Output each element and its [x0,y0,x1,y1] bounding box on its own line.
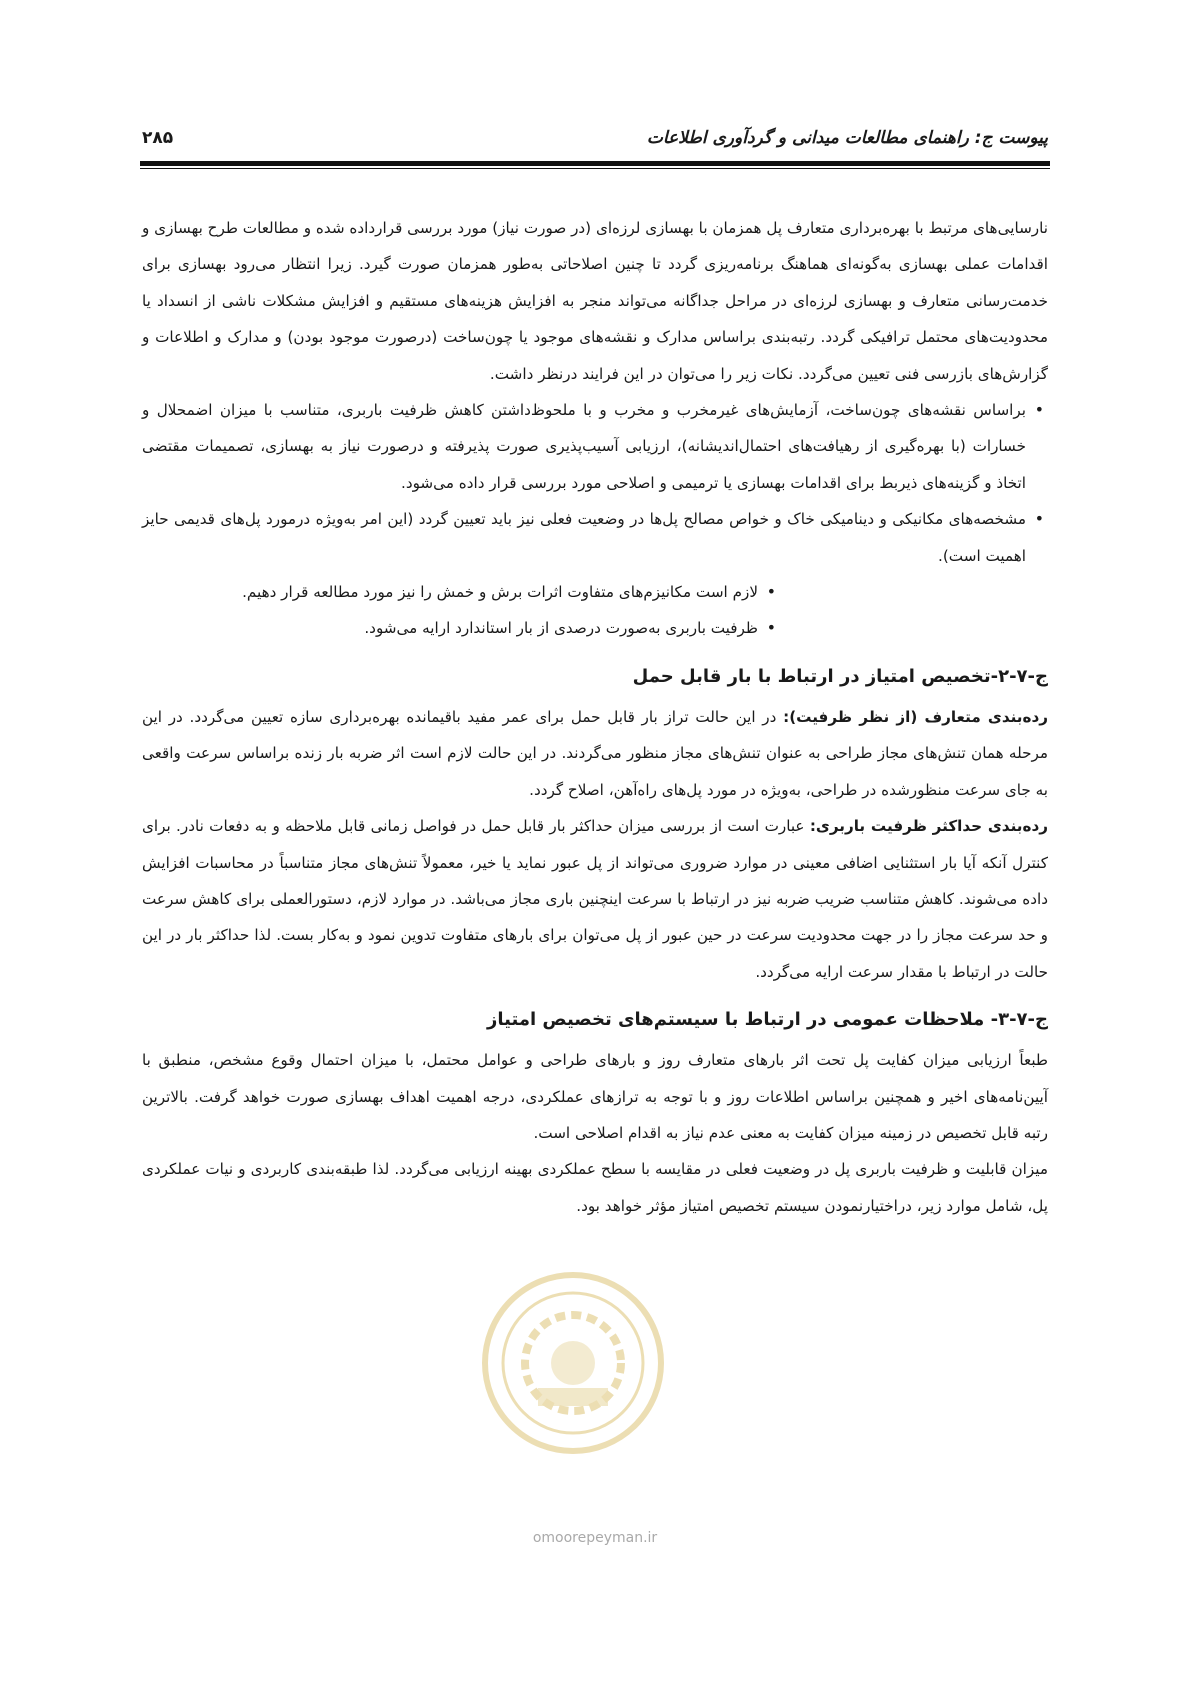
sub-bullet-item: • ظرفیت باربری به‌صورت درصدی از بار استاندارد ارایه می‌شود. [142,610,780,646]
bullet-item: • براساس نقشه‌های چون‌ساخت، آزمایش‌های غیرمخرب و مخرب و با ملحوظ‌داشتن کاهش ظرفیت باربری، متناسب با میزان اضمحلال و خسارات (با بهره‌گیری از رهیافت‌های احتمال‌اندیشانه)، ارزیابی آسیب‌پذیری صورت پذیرفته و درصورت نیاز به بهسازی، تصمیمات مقتضی اتخاذ و گزینه‌های ذیربط برای اقدامات بهسازی یا ترمیمی و اصلاحی مورد بررسی قرار داده می‌شود. [142,392,1048,501]
section-heading: ج-۷-۳- ملاحظات عمومی در ارتباط با سیستم‌های تخصیص امتیاز [487,1009,1048,1031]
paragraph-conventional-rating [142,699,1048,808]
paragraph-text: عبارت است از بررسی میزان حداکثر بار قابل حمل در فواصل زمانی قابل ملاحظه و به دفعات نادر. برای کنترل آنکه آیا بار استثنایی اضافی معینی در موارد ضروری می‌تواند از پل عبور نماید یا خیر، معمولاً تنش‌های مجاز متناسباً در محاسبات افزایش داده می‌شوند. کاهش متناسب ضریب ضربه نیز در ارتباط با سرعت اینچنین باری مجاز می‌باشد. در موارد لازم، دستورالعملی برای کاهش سرعت و حد سرعت مجاز را در جهت محدودیت سرعت در حین عبور از پل می‌توان برای بارهای متفاوت تدوین نمود و به‌کار بست. لذا حداکثر بار در این حالت در ارتباط با مقدار سرعت ارایه می‌گردد. [142,817,1048,981]
running-header-title: پیوست ج: راهنمای مطالعات میدانی و گردآوری اطلاعات [646,128,1048,148]
paragraph-adequacy: طبعاً ارزیابی میزان کفایت پل تحت اثر بارهای متعارف روز و بارهای طراحی و عوامل محتمل، با میزان احتمال وقوع مشخص، منطبق با آیین‌نامه‌های اخیر و همچنین براساس اطلاعات روز و با توجه به ترازهای عملکردی، درجه اهمیت اهداف بهسازی صورت خواهد گرفت. بالاترین رتبه قابل تخصیص در زمینه میزان کفایت به معنی عدم نیاز به اقدام اصلاحی است. [142,1051,1048,1142]
bullet-item: • مشخصه‌های مکانیکی و دینامیکی خاک و خواص مصالح پل‌ها در وضعیت فعلی نیز باید تعیین گردد (این امر به‌ویژه درمورد پل‌های قدیمی حایز اهمیت است). [142,501,1048,574]
header-rule-thin [140,168,1050,169]
sub-bullet-list [142,574,1048,647]
paragraph-lead: رده‌بندی حداکثر ظرفیت باربری: [809,817,1048,836]
paragraph-text: در این حالت تراز بار قابل حمل برای عمر مفید باقیمانده بهره‌برداری سازه تعیین می‌گردد. در این مرحله همان تنش‌های مجاز طراحی به عنوان تنش‌های مجاز منظور می‌گردند. در این حالت لازم است اثر ضربه بار زنده براساس سرعت واقعی به جای سرعت منظورشده در طراحی، به‌ویژه در مورد پل‌های راه‌آهن، اصلاح گردد. [142,707,1048,799]
page-header [142,128,1048,148]
bullet-list [142,392,1048,574]
watermark-site: omoorepeyman.ir [532,1530,658,1546]
watermark-seal-icon [478,1268,668,1458]
section-heading: ج-۷-۲-تخصیص امتیاز در ارتباط با بار قابل حمل [632,665,1048,687]
paragraph-max-capacity-rating [142,808,1048,990]
paragraph-lead: رده‌بندی متعارف (از نظر ظرفیت): [783,707,1048,726]
page-content [142,210,1048,1224]
header-rule-thick [140,161,1050,166]
sub-bullet-item: • لازم است مکانیزم‌های متفاوت اثرات برش و خمش را نیز مورد مطالعه قرار دهیم. [142,574,780,610]
page-number: ۲۸۵ [142,128,174,148]
paragraph-capacity: میزان قابلیت و ظرفیت باربری پل در وضعیت فعلی در مقایسه با سطح عملکردی بهینه ارزیابی می‌گردد. لذا طبقه‌بندی کاربردی و نیات عملکردی پل، شامل موارد زیر، دراختیارنمودن سیستم تخصیص امتیاز مؤثر خواهد بود. [142,1160,1048,1215]
intro-paragraph: نارسایی‌های مرتبط با بهره‌برداری متعارف پل همزمان با بهسازی لرزه‌ای (در صورت نیاز) مورد بررسی قرارداده شده و مطالعات طرح بهسازی و اقدامات عملی بهسازی به‌گونه‌ای هماهنگ برنامه‌ریزی گردد تا چنین اصلاحاتی به‌طور همزمان صورت گیرد. زیرا انتظار می‌رود بهسازی برای خدمت‌رسانی متعارف و بهسازی لرزه‌ای در مراحل جداگانه می‌تواند منجر به افزایش هزینه‌های مستقیم و افزایش مشکلات ناشی از انسداد یا محدودیت‌های محتمل ترافیکی گردد. رتبه‌بندی براساس مدارک و نقشه‌های موجود یا چون‌ساخت (درصورت موجود بودن) و مدارک و اطلاعات و گزارش‌های بازرسی فنی تعیین می‌گردد. نکات زیر را می‌توان در این فرایند درنظر داشت. [142,219,1048,383]
